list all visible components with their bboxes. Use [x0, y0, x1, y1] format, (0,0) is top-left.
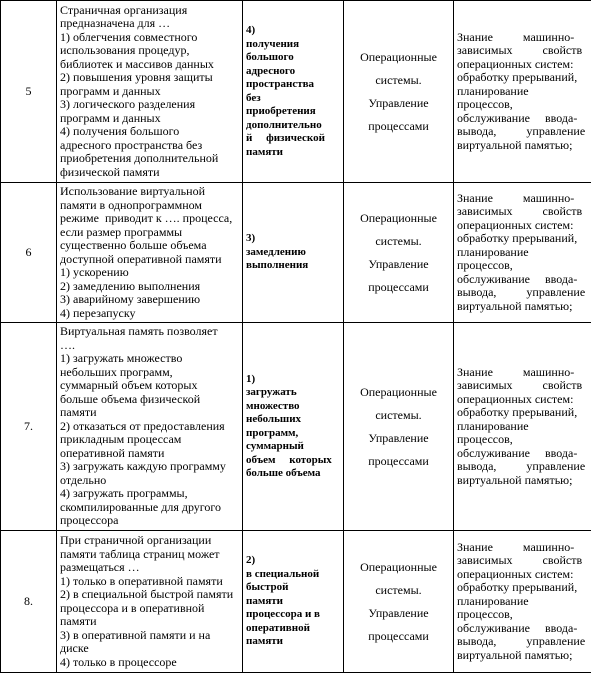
competence-cell: Знание машинно- зависимых свойств операционных систем: обработку прерываний, планирование процессов, обслуживание ввода- вывода, управление виртуальной памятью; — [454, 531, 591, 673]
question-text: При страничной организации памяти таблица страниц может размещаться … 1) только в оперативной памяти 2) в специальной быстрой памяти процессора и в оперативной памяти 3) в оперативной памяти и на диске 4) только в процессоре — [57, 531, 243, 673]
competence-cell: Знание машинно- зависимых свойств операционных систем: обработку прерываний, планирование процессов, обслуживание ввода- вывода, управление виртуальной памятью; — [454, 1, 591, 183]
competence-cell: Знание машинно- зависимых свойств операционных систем: обработку прерываний, планирование процессов, обслуживание ввода- вывода, управление виртуальной памятью; — [454, 323, 591, 531]
competence-cell: Знание машинно- зависимых свойств операционных систем: обработку прерываний, планирование процессов, обслуживание ввода- вывода, управление виртуальной памятью; — [454, 183, 591, 323]
question-number: 8. — [1, 531, 57, 673]
question-number: 6 — [1, 183, 57, 323]
correct-answer: 3) замедлению выполнения — [243, 183, 344, 323]
table-row — [1, 183, 591, 323]
topic-cell: Операционные системы. Управление процессами — [344, 323, 454, 531]
topic-cell: Операционные системы. Управление процессами — [344, 1, 454, 183]
topic-cell: Операционные системы. Управление процессами — [344, 183, 454, 323]
question-text: Использование виртуальной памяти в однопрограммном режиме приводит к …. процесса, если размер программы существенно больше объема доступной оперативной памяти 1) ускорению 2) замедлению выполнения 3) аварийному завершению 4) перезапуску — [57, 183, 243, 323]
table-row — [1, 1, 591, 183]
table-row — [1, 531, 591, 673]
question-number: 7. — [1, 323, 57, 531]
correct-answer: 1) загружать множество небольших программ, суммарный объем которых больше объема — [243, 323, 344, 531]
correct-answer: 4) получения большого адресного пространства без приобретения дополнительно й физической памяти — [243, 1, 344, 183]
question-text: Виртуальная память позволяет …. 1) загружать множество небольших программ, суммарный объем которых больше объема физической памяти 2) отказаться от предоставления прикладным процессам оперативной памяти 3) загружать каждую программу отдельно 4) загружать программы, скомпилированные для другого процессора — [57, 323, 243, 531]
topic-cell: Операционные системы. Управление процессами — [344, 531, 454, 673]
table-row — [1, 323, 591, 531]
question-text: Страничная организация предназначена для … 1) облегчения совместного использования процедур, библиотек и массивов данных 2) повышения уровня защиты программ и данных 3) логического разделения программ и данных 4) получения большого адресного пространства без приобретения дополнительной физической памяти — [57, 1, 243, 183]
question-number: 5 — [1, 1, 57, 183]
correct-answer: 2) в специальной быстрой памяти процессора и в оперативной памяти — [243, 531, 344, 673]
